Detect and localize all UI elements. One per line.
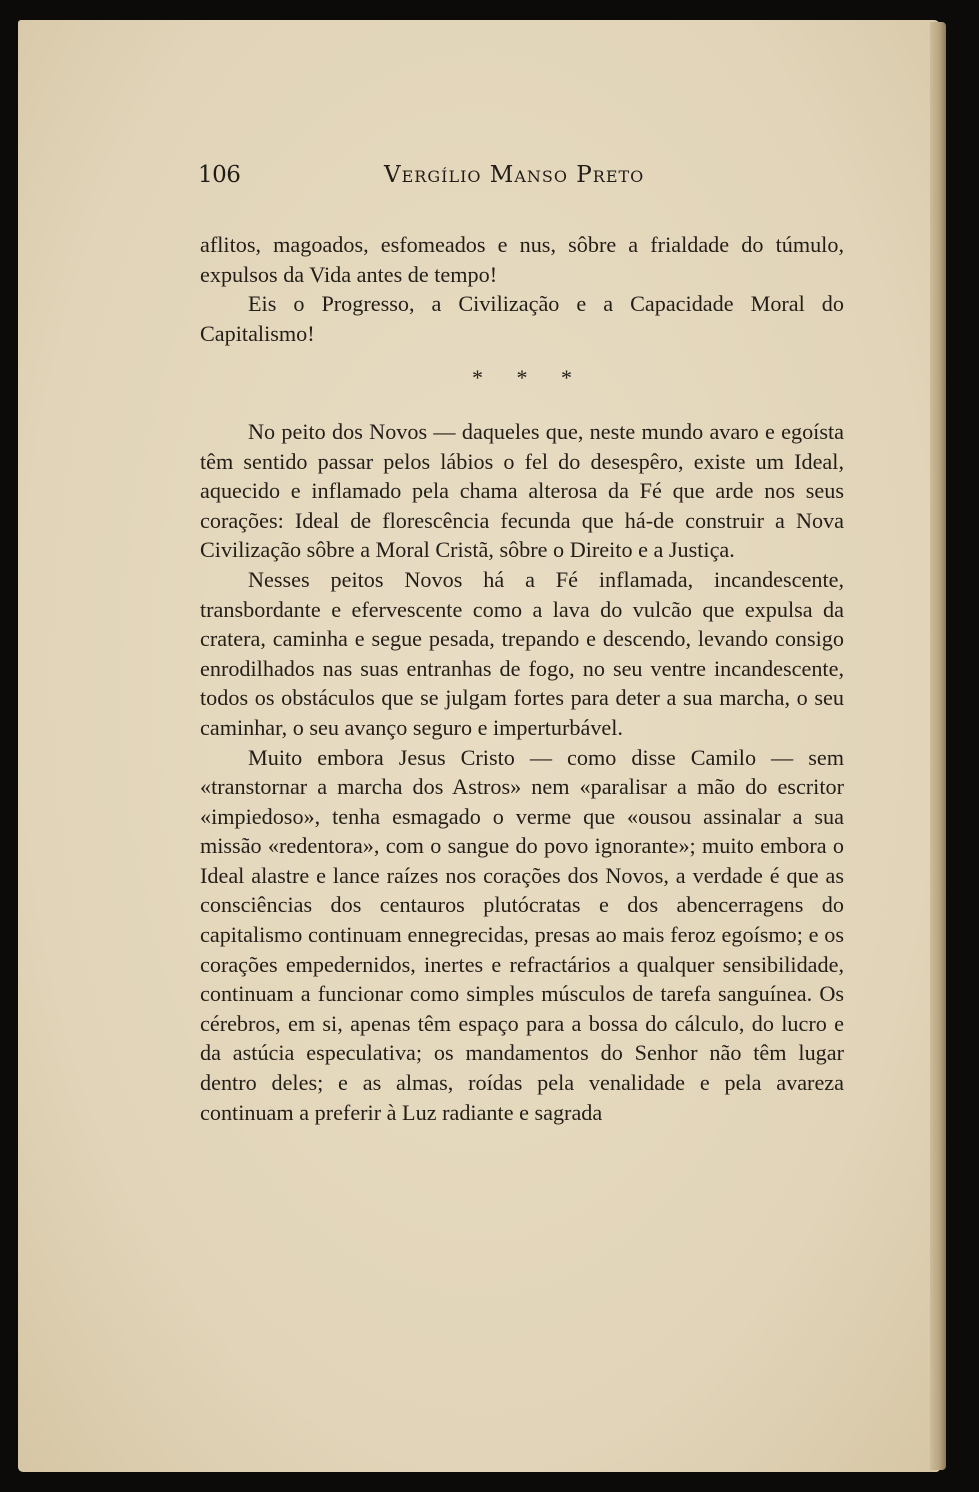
page-number: 106: [198, 162, 241, 188]
running-title: Vergílio Manso Preto: [384, 162, 645, 188]
page-header: [198, 160, 858, 196]
paragraph-4: Nesses peitos Novos há a Fé inflamada, incandescente, transbordante e efervescente como a lava do vulcão que expulsa da cratera, caminha e segue pesada, trepando e descendo, levando consigo enrodilhados nas suas entranhas de fogo, no seu ventre incandescente, todos os obstáculos que se julgam fortes para deter a sua marcha, o seu caminhar, o seu avanço seguro e imperturbável.: [200, 566, 844, 740]
page-edge: [930, 22, 946, 1470]
paragraph-1: aflitos, magoados, esfomeados e nus, sôbre a frialdade do túmulo, expulsos da Vida antes de tempo!: [200, 232, 844, 287]
body-text: [200, 230, 844, 1127]
paragraph-2: Eis o Progresso, a Civilização e a Capacidade Moral do Capitalismo!: [200, 291, 844, 346]
paragraph-3: No peito dos Novos — daqueles que, neste mundo avaro e egoísta têm sentido passar pelos lábios o fel do desespêro, existe um Ideal, aquecido e inflamado pela chama alterosa da Fé que arde nos seus corações: Ideal de florescência fecunda que há-de construir a Nova Civilização sôbre a Moral Cristã, sôbre o Direito e a Justiça.: [200, 418, 844, 563]
section-separator: * * *: [472, 365, 586, 391]
paragraph-5: Muito embora Jesus Cristo — como disse Camilo — sem «transtornar a marcha dos Astros» nem «paralisar a mão do escritor «impiedoso», tenha esmagado o verme que «ousou assinalar a sua missão «redentora», com o sangue do povo ignorante»; muito embora o Ideal alastre e lance raízes nos corações dos Novos, a verdade é que as consciências dos centauros plutócratas e dos abencerragens do capitalismo continuam ennegrecidas, presas ao mais feroz egoísmo; e os corações empedernidos, inertes e refractários a qualquer sensibilidade, continuam a funcionar como simples músculos de tarefa sanguínea. Os cérebros, em si, apenas têm espaço para a bossa do cálculo, do lucro e da astúcia especulativa; os mandamentos do Senhor não têm lugar dentro deles; e as almas, roídas pela venalidade e pela avareza continuam a preferir à Luz radiante e sagrada: [200, 744, 844, 1125]
